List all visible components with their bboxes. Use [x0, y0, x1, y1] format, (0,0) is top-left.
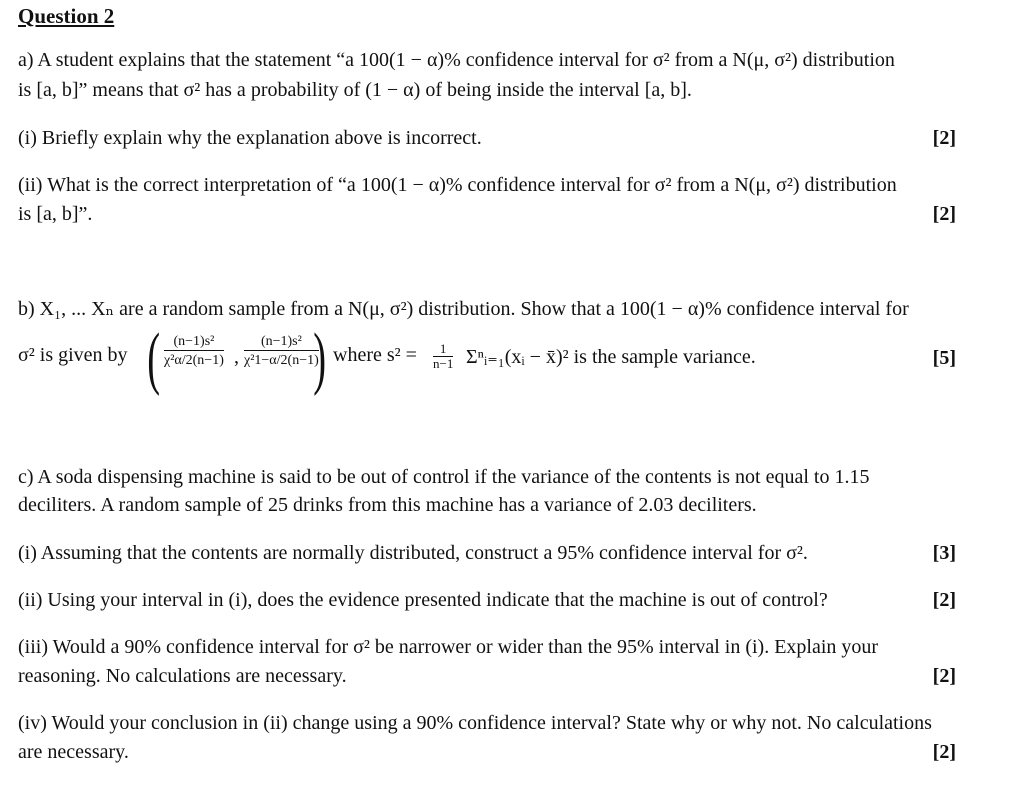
part-a-ii-line2: is [a, b]”.	[18, 203, 93, 225]
part-c-iv-line1: (iv) Would your conclusion in (ii) change using a 90% confidence interval? State why or why not. No calculations	[18, 712, 932, 734]
upper-bound-fraction	[244, 334, 319, 369]
right-paren: )	[313, 320, 327, 397]
sigma-given-text: σ² is given by	[18, 344, 128, 366]
part-b-line1: b) X₁, ... Xₙ are a random sample from a N(μ, σ²) distribution. Show that a 100(1 − α)% confidence interval for	[18, 298, 909, 320]
part-c-iii-mark: [2]	[932, 665, 956, 687]
part-c-ii: (ii) Using your interval in (i), does the evidence presented indicate that the machine is out of control?	[18, 589, 828, 611]
left-paren: (	[147, 320, 161, 397]
part-c-iv-line2: are necessary.	[18, 741, 129, 763]
lower-bound-numerator: (n−1)s²	[164, 334, 224, 351]
small-frac-numerator: 1	[433, 342, 453, 357]
confidence-interval-formula	[18, 320, 1008, 397]
part-c-iii-line2: reasoning. No calculations are necessary.	[18, 665, 347, 687]
part-c-line2: deciliters. A random sample of 25 drinks from this machine has a variance of 2.03 deciliters.	[18, 494, 757, 516]
part-c-iii-line1: (iii) Would a 90% confidence interval for σ² be narrower or wider than the 95% interval in (i). Explain your	[18, 636, 879, 658]
part-a-i-mark: [2]	[932, 127, 956, 149]
one-over-n-minus-1	[433, 342, 453, 371]
part-c-iv-mark: [2]	[932, 741, 956, 763]
part-a-ii-mark: [2]	[932, 203, 956, 225]
lower-bound-fraction	[164, 334, 224, 369]
part-b-mark: [5]	[932, 347, 956, 369]
part-c-line1: c) A soda dispensing machine is said to be out of control if the variance of the contents is not equal to 1.15	[18, 466, 870, 488]
part-a-line1: a) A student explains that the statement “a 100(1 − α)% confidence interval for σ² from a N(μ, σ²) distribution	[18, 49, 895, 71]
lower-bound-denominator: χ²α/2(n−1)	[164, 353, 224, 368]
comma: ,	[234, 346, 239, 368]
small-frac-denominator: n−1	[433, 356, 454, 371]
part-a-i: (i) Briefly explain why the explanation above is incorrect.	[18, 127, 482, 149]
part-c-i: (i) Assuming that the contents are normally distributed, construct a 95% confidence interval for σ².	[18, 542, 808, 564]
where-s2-text: where s² =	[333, 344, 417, 366]
part-c-ii-mark: [2]	[932, 589, 956, 611]
sample-variance-sum: Σⁿᵢ₌₁(xᵢ − x̄)² is the sample variance.	[466, 346, 756, 368]
upper-bound-numerator: (n−1)s²	[244, 334, 319, 351]
part-a-line2: is [a, b]” means that σ² has a probability of (1 − α) of being inside the interval [a, b].	[18, 79, 692, 101]
part-c-i-mark: [3]	[932, 542, 956, 564]
question-title: Question 2	[18, 4, 115, 28]
upper-bound-denominator: χ²1−α/2(n−1)	[244, 353, 319, 368]
part-a-ii-line1: (ii) What is the correct interpretation of “a 100(1 − α)% confidence interval for σ² from a N(μ, σ²) distribution	[18, 174, 897, 196]
